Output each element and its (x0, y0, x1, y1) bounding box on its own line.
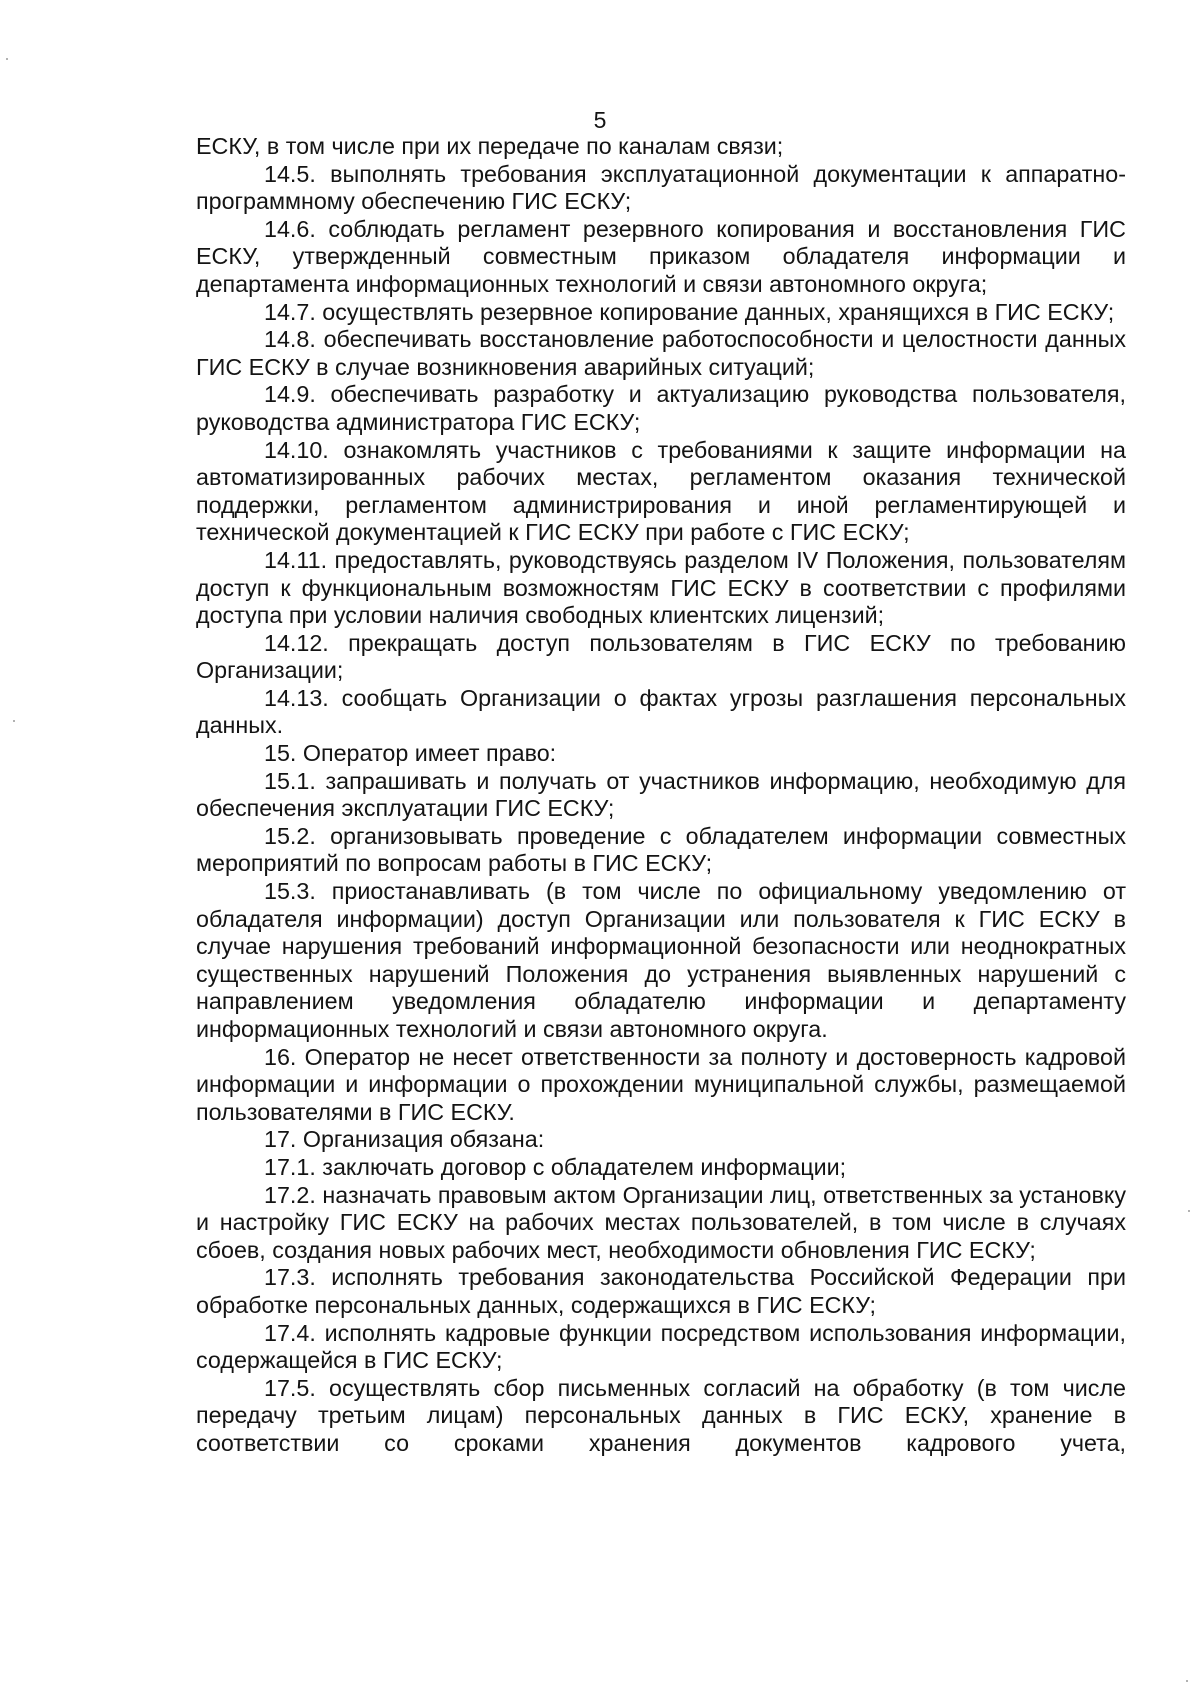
paragraph-14-8: 14.8. обеспечивать восстановление работоспособности и целостности данных ГИС ЕСКУ в случае возникновения аварийных ситуаций; (196, 326, 1126, 380)
paragraph-17-3: 17.3. исполнять требования законодательства Российской Федерации при обработке персональных данных, содержащихся в ГИС ЕСКУ; (196, 1264, 1126, 1318)
paragraph-14-6: 14.6. соблюдать регламент резервного копирования и восстановления ГИС ЕСКУ, утвержденный совместным приказом обладателя информации и департамента информационных технологий и связи автономного округа; (196, 215, 1126, 297)
paragraph-15-3: 15.3. приостанавливать (в том числе по официальному уведомлению от обладателя информации) доступ Организации или пользователя к ГИС ЕСКУ в случае нарушения требований информационной безопасности или неоднократных существенных нарушений Положения до устранения выявленных нарушений с направлением уведомления обладателю информации и департаменту информационных технологий и связи автономного округа. (196, 878, 1126, 1042)
paragraph-14-12: 14.12. прекращать доступ пользователям в ГИС ЕСКУ по требованию Организации; (196, 629, 1126, 684)
paragraph-14-13: 14.13. сообщать Организации о фактах угрозы разглашения персональных данных. (196, 684, 1126, 739)
paragraph-14-5: 14.5. выполнять требования эксплуатационной документации к аппаратно-программному обеспечению ГИС ЕСКУ; (196, 160, 1126, 215)
paragraph-17-1: 17.1. заключать договор с обладателем информации; (264, 1153, 847, 1180)
paragraph-17-2: 17.2. назначать правовым актом Организации лиц, ответственных за установку и настройку ГИС ЕСКУ на рабочих местах пользователей, в том числе в случаях сбоев, создания новых рабочих мест, необходимости обновления ГИС ЕСКУ; (196, 1181, 1126, 1263)
scan-speck (6, 58, 8, 60)
paragraph-14-10: 14.10. ознакомлять участников с требованиями к защите информации на автоматизированных рабочих местах, регламентом оказания технической поддержки, регламентом администрирования и иной регламентирующей и технической документацией к ГИС ЕСКУ при работе с ГИС ЕСКУ; (196, 436, 1126, 546)
paragraph-continued: ЕСКУ, в том числе при их передаче по каналам связи; (196, 133, 784, 159)
paragraph-15-1: 15.1. запрашивать и получать от участников информацию, необходимую для обеспечения эксплуатации ГИС ЕСКУ; (196, 767, 1126, 822)
scan-speck (13, 720, 15, 722)
page-number: 5 (593, 107, 607, 133)
paragraph-17-4: 17.4. исполнять кадровые функции посредством использования информации, содержащейся в ГИС ЕСКУ; (196, 1319, 1126, 1374)
paragraph-17: 17. Организация обязана: (264, 1126, 545, 1153)
paragraph-14-7: 14.7. осуществлять резервное копирование данных, хранящихся в ГИС ЕСКУ; (264, 298, 1115, 325)
paragraph-15-2: 15.2. организовывать проведение с обладателем информации совместных мероприятий по вопросам работы в ГИС ЕСКУ; (196, 822, 1126, 877)
paragraph-15: 15. Оператор имеет право: (264, 740, 557, 767)
scan-speck (1188, 1210, 1190, 1212)
document-body (196, 133, 1126, 1458)
scan-speck (1186, 1680, 1188, 1682)
paragraph-17-5: 17.5. осуществлять сбор письменных согласий на обработку (в том числе передачу третьим лицам) персональных данных в ГИС ЕСКУ, хранение в соответствии со сроками хранения документов кадрового учета, (196, 1374, 1126, 1456)
paragraph-16: 16. Оператор не несет ответственности за полноту и достоверность кадровой информации и информации о прохождении муниципальной службы, размещаемой пользователями в ГИС ЕСКУ. (196, 1043, 1126, 1125)
paragraph-14-11: 14.11. предоставлять, руководствуясь разделом IV Положения, пользователям доступ к функциональным возможностям ГИС ЕСКУ в соответствии с профилями доступа при условии наличия свободных клиентских лицензий; (196, 546, 1126, 629)
paragraph-14-9: 14.9. обеспечивать разработку и актуализацию руководства пользователя, руководства администратора ГИС ЕСКУ; (196, 381, 1126, 435)
